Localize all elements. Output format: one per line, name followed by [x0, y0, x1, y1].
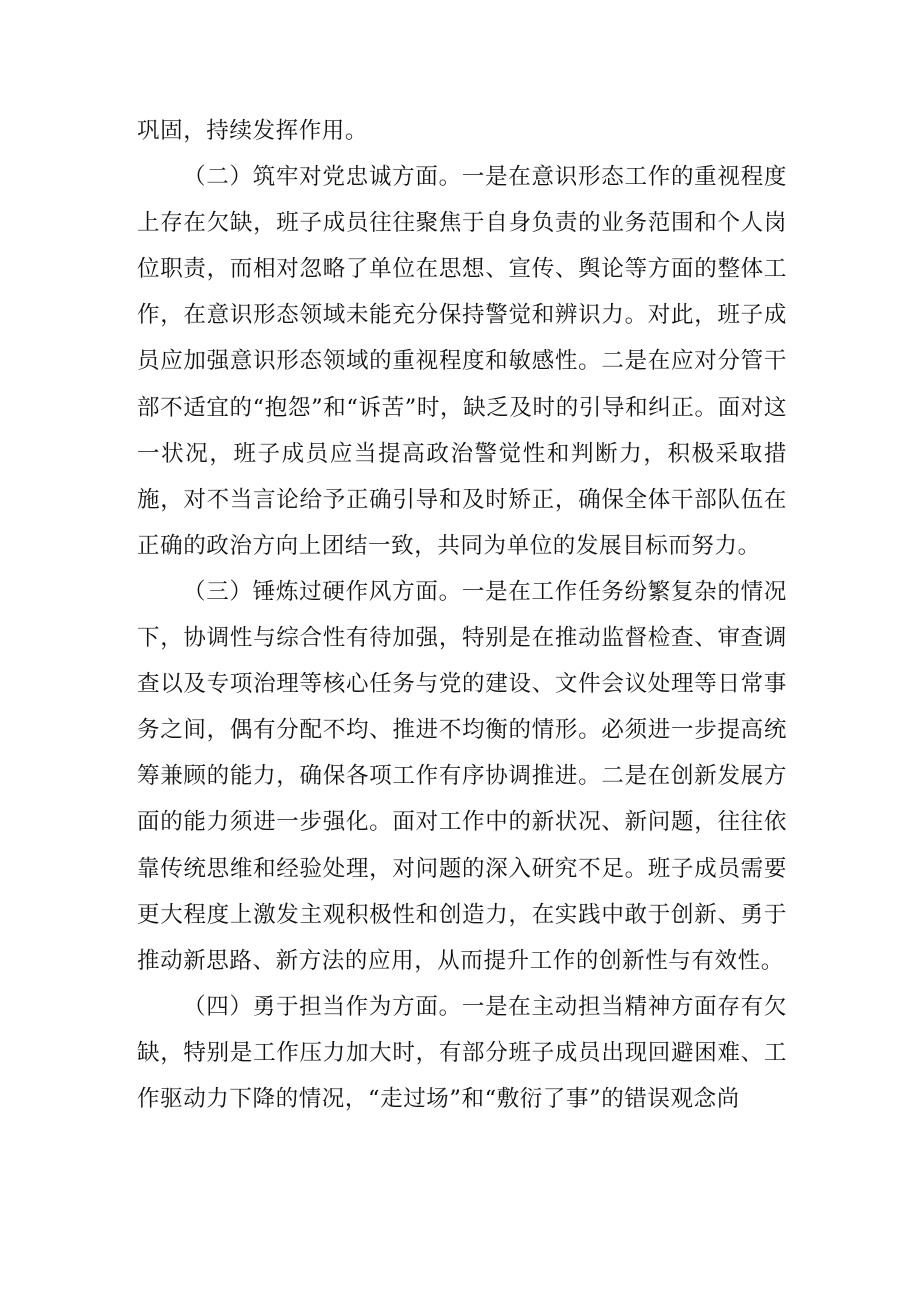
paragraph-continuation: 巩固，持续发挥作用。 — [137, 118, 369, 144]
paragraph-section-4: （四）勇于担当作为方面。一是在主动担当精神方面存有欠缺，特别是工作压力加大时，有部分班子成员出现回避困难、工作驱动力下降的情况，“走过场”和“敷衍了事”的错误观念尚 — [137, 993, 787, 1112]
paragraph-section-3: （三）锤炼过硬作风方面。一是在工作任务纷繁复杂的情况下，协调性与综合性有待加强，特别是在推动监督检查、审查调查以及专项治理等核心任务与党的建设、文件会议处理等日常事务之间，偶有分配不均、推进不均衡的情形。必须进一步提高统筹兼顾的能力，确保各项工作有序协调推进。二是在创新发展方面的能力须进一步强化。面对工作中的新状况、新问题，往往依靠传统思维和经验处理，对问题的深入研究不足。班子成员需要更大程度上激发主观积极性和创造力，在实践中敢于创新、勇于推动新思路、新方法的应用，从而提升工作的创新性与有效性。 — [137, 578, 787, 974]
document-page — [137, 108, 787, 1122]
paragraph-section-2: （二）筑牢对党忠诚方面。一是在意识形态工作的重视程度上存在欠缺，班子成员往往聚焦于自身负责的业务范围和个人岗位职责，而相对忽略了单位在思想、宣传、舆论等方面的整体工作，在意识形态领域未能充分保持警觉和辨识力。对此，班子成员应加强意识形态领域的重视程度和敏感性。二是在应对分管干部不适宜的“抱怨”和“诉苦”时，缺乏及时的引导和纠正。面对这一状况，班子成员应当提高政治警觉性和判断力，积极采取措施，对不当言论给予正确引导和及时矫正，确保全体干部队伍在正确的政治方向上团结一致，共同为单位的发展目标而努力。 — [137, 164, 787, 559]
